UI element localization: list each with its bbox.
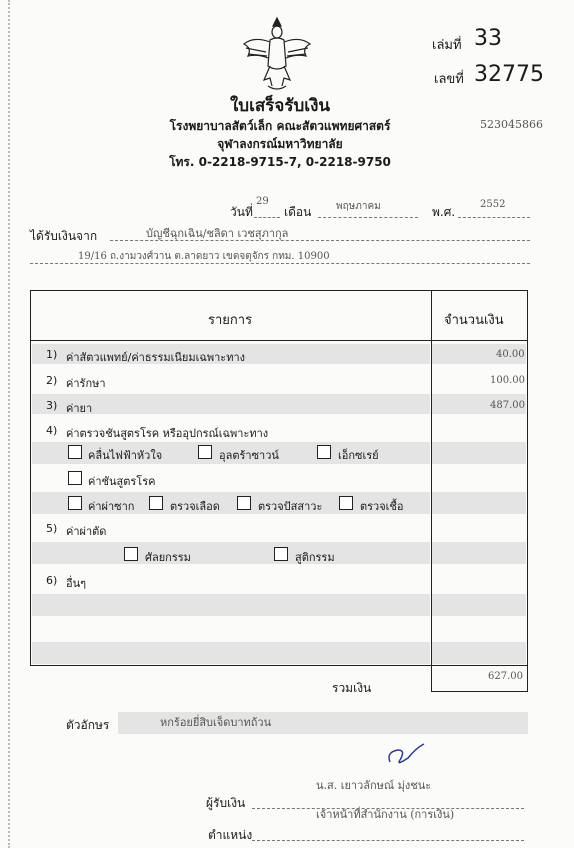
surgery-checkbox[interactable] bbox=[124, 547, 138, 561]
culture-test-checkbox[interactable] bbox=[339, 496, 353, 510]
received-dots bbox=[110, 240, 530, 241]
received-from-name: บัญชีฉุกเฉิน/ชลิดา เวชสุภากุล bbox=[146, 227, 289, 240]
item-no: 3) bbox=[46, 399, 58, 412]
ekg-checkbox[interactable] bbox=[68, 445, 82, 459]
item-label: ค่ายา bbox=[66, 402, 93, 415]
book-value: 33 bbox=[474, 26, 502, 51]
row-shade bbox=[432, 542, 526, 564]
number-label: เลขที่ bbox=[434, 72, 464, 87]
org-university: จุฬาลงกรณ์มหาวิทยาลัย bbox=[217, 137, 343, 151]
autopsy-checkbox[interactable] bbox=[68, 471, 82, 485]
culture-test-label: ตรวจเชื้อ bbox=[360, 500, 404, 513]
year-dots bbox=[458, 217, 530, 218]
item-no: 1) bbox=[46, 348, 58, 361]
row-shade bbox=[432, 594, 526, 616]
in-words-label: ตัวอักษร bbox=[66, 718, 110, 732]
org-phone: โทร. 0-2218-9715-7, 0-2218-9750 bbox=[169, 155, 391, 169]
month-dots bbox=[318, 217, 418, 218]
item-amount: 40.00 bbox=[496, 349, 525, 360]
col-amount-header: จำนวนเงิน bbox=[444, 313, 504, 328]
item-amount: 487.00 bbox=[490, 400, 525, 411]
garuda-emblem bbox=[240, 14, 314, 94]
item-no: 4) bbox=[46, 424, 58, 437]
row-shade bbox=[32, 594, 430, 616]
item-no: 2) bbox=[46, 374, 58, 387]
ultrasound-checkbox[interactable] bbox=[198, 445, 212, 459]
received-from-label: ได้รับเงินจาก bbox=[30, 229, 98, 243]
day-dots bbox=[254, 217, 280, 218]
receiver-title: เจ้าหน้าที่สำนักงาน (การเงิน) bbox=[316, 808, 455, 821]
row-shade bbox=[432, 642, 526, 664]
necropsy-checkbox[interactable] bbox=[68, 496, 82, 510]
book-label: เล่มที่ bbox=[432, 38, 462, 53]
number-value: 32775 bbox=[474, 62, 544, 87]
date-day-label: วันที่ bbox=[230, 205, 253, 219]
ekg-label: คลื่นไฟฟ้าหัวใจ bbox=[88, 449, 163, 462]
date-month-label: เดือน bbox=[284, 205, 312, 219]
item-label: ค่ารักษา bbox=[66, 377, 106, 390]
total-value: 627.00 bbox=[488, 671, 523, 682]
row-shade bbox=[32, 642, 430, 664]
item-amount: 100.00 bbox=[490, 375, 525, 386]
item-no: 5) bbox=[46, 522, 58, 535]
blood-test-checkbox[interactable] bbox=[149, 496, 163, 510]
receiver-name: น.ส. เยาวลักษณ์ มุ่งชนะ bbox=[316, 779, 432, 792]
xray-label: เอ็กซเรย์ bbox=[338, 449, 379, 462]
row-shade bbox=[432, 492, 526, 514]
org-name: โรงพยาบาลสัตว์เล็ก คณะสัตวแพทยศาสตร์ bbox=[169, 119, 391, 133]
reference-code: 523045866 bbox=[480, 118, 543, 131]
address-dots bbox=[30, 263, 530, 264]
date-year: 2552 bbox=[480, 199, 506, 210]
obstetrics-label: สูติกรรม bbox=[295, 551, 335, 564]
obstetrics-checkbox[interactable] bbox=[274, 547, 288, 561]
receipt-title: ใบเสร็จรับเงิน bbox=[229, 96, 331, 116]
xray-checkbox[interactable] bbox=[317, 445, 331, 459]
date-year-label: พ.ศ. bbox=[432, 205, 456, 219]
surgery-label: ศัลยกรรม bbox=[145, 551, 191, 564]
signature-mark bbox=[384, 740, 428, 770]
header-line bbox=[30, 340, 528, 341]
item-label: ค่าตรวจชันสูตรโรค หรืออุปกรณ์เฉพาะทาง bbox=[66, 427, 269, 440]
row-shade bbox=[32, 542, 430, 564]
urine-test-label: ตรวจปัสสาวะ bbox=[258, 500, 323, 513]
position-label: ตำแหน่ง bbox=[208, 828, 253, 842]
position-dots bbox=[252, 840, 524, 841]
autopsy-label: ค่าชันสูตรโรค bbox=[88, 475, 156, 488]
necropsy-label: ค่าผ่าซาก bbox=[88, 500, 135, 513]
address: 19/16 ถ.งามวงศ์วาน ต.ลาดยาว เขตจตุจักร กทม. 10900 bbox=[78, 251, 330, 262]
date-day: 29 bbox=[256, 196, 269, 207]
blood-test-label: ตรวจเลือด bbox=[170, 500, 220, 513]
in-words-value: หกร้อยยี่สิบเจ็ดบาทถ้วน bbox=[160, 716, 272, 729]
total-label: รวมเงิน bbox=[332, 681, 372, 695]
item-label: อื่นๆ bbox=[66, 577, 87, 590]
col-items-header: รายการ bbox=[208, 313, 253, 328]
urine-test-checkbox[interactable] bbox=[237, 496, 251, 510]
item-label: ค่าสัตวแพทย์/ค่าธรรมเนียมเฉพาะทาง bbox=[66, 351, 245, 364]
item-label: ค่าผ่าตัด bbox=[66, 525, 107, 538]
receiver-label: ผู้รับเงิน bbox=[206, 796, 246, 810]
ultrasound-label: อุลตร้าซาวน์ bbox=[219, 449, 279, 462]
row-shade bbox=[432, 442, 526, 464]
item-no: 6) bbox=[46, 574, 58, 587]
date-month: พฤษภาคม bbox=[336, 201, 381, 212]
